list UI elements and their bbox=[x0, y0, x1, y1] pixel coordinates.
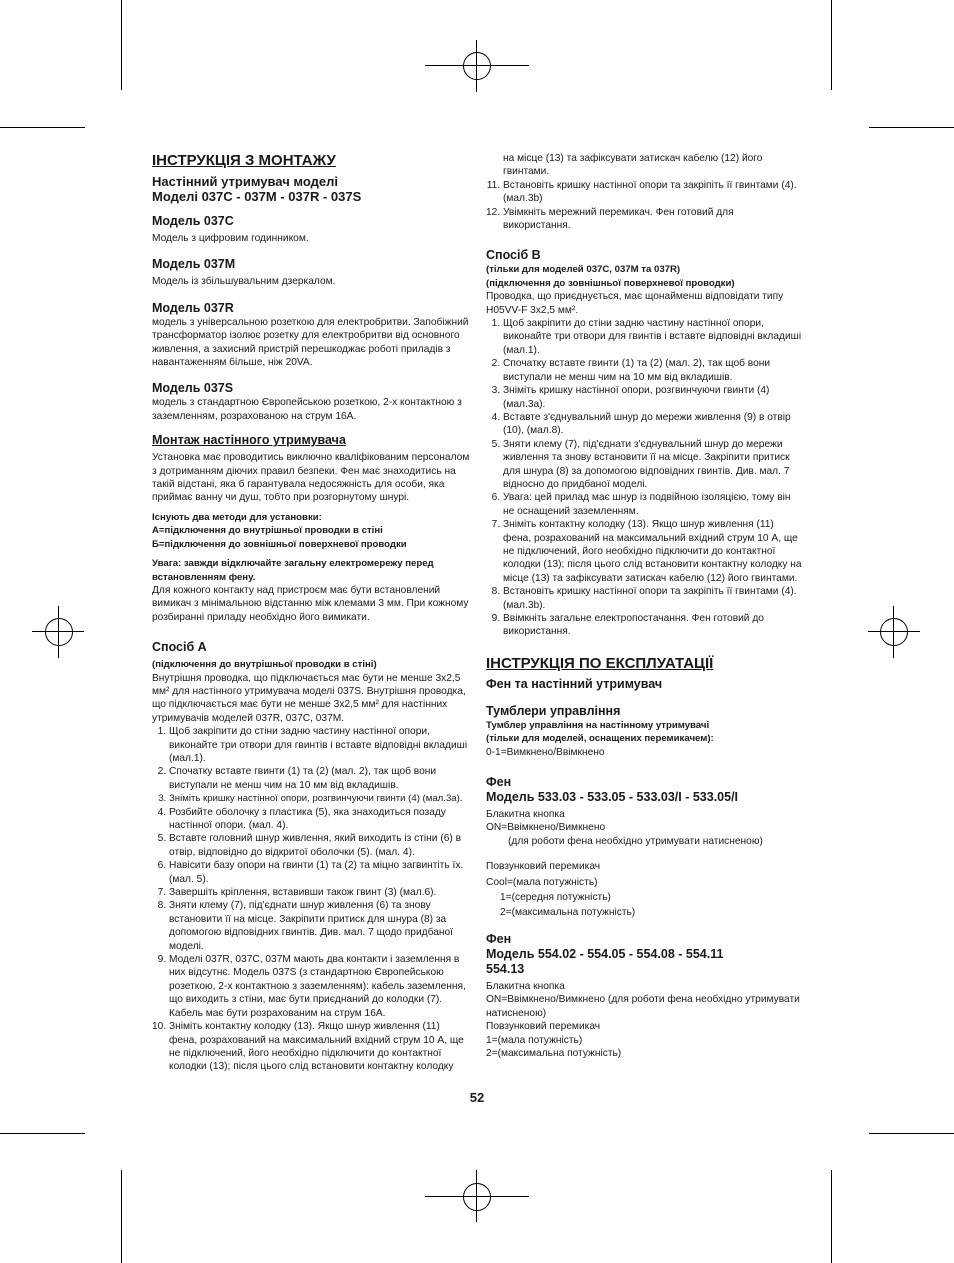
crop-mark bbox=[869, 1133, 954, 1134]
left-column bbox=[152, 152, 470, 1074]
reg-line bbox=[425, 1196, 529, 1197]
list-item: 10. Зніміть контактну колодку (13). Якщо шнур живлення (11) фена, розрахований на максимальний вхідний струм 10 А, ще не підключений, його необхідно підключити до контактної колодки (13); після цього слід встановити контактну колодку bbox=[169, 1020, 470, 1074]
switches-heading: Тумблери управління bbox=[486, 703, 621, 718]
list-item: 2. Спочатку вставте гвинти (1) та (2) (мал. 2), так щоб вони виступали не менш чим на 10 мм від вкладишів. bbox=[169, 765, 470, 792]
model-heading: Модель 037M bbox=[152, 257, 236, 272]
switches-note: (тільки для моделей, оснащених перемикачем): bbox=[486, 733, 714, 745]
registration-mark-icon bbox=[463, 1183, 491, 1211]
model-heading: Модель 037S bbox=[152, 381, 234, 396]
dryer-text: Блакитна кнопка bbox=[486, 980, 565, 992]
subtitle-models: Моделі 037С - 037M - 037R - 037S bbox=[152, 189, 362, 204]
model-heading: Модель 037С bbox=[152, 214, 234, 228]
model-description: Модель з цифровим годинником. bbox=[152, 233, 309, 244]
list-item: 4. Розбийте оболочку з пластика (5), яка знаходиться позаду настінної опори. (мал. 4). bbox=[169, 806, 470, 833]
method-a-sub: (підключення до внутрішньої проводки в стіні) bbox=[152, 659, 377, 671]
methods-note: Існують два методи для установки: bbox=[152, 511, 322, 523]
list-item: 6. Увага: цей прилад має шнур із подвійною ізоляцією, тому він не оснащений заземленням. bbox=[503, 491, 804, 518]
model-heading: Модель 037R bbox=[152, 300, 234, 315]
dryer-text: (для роботи фена необхідно утримувати натисненою) bbox=[508, 835, 763, 847]
page-number: 52 bbox=[469, 1090, 485, 1105]
dryer-model-heading: Модель 533.03 - 533.05 - 533.03/I - 533.05/I bbox=[486, 790, 739, 805]
mount-text: Установка має проводитись виключно кваліфікованим персоналом з дотриманням діючих правил безпеки. Фен має знаходитись на такій відстані, яка б гарантувала недосяжність для особи, яка приймає ванну чи душ, тобто при розгорнутому шнурі. bbox=[152, 452, 470, 504]
method-a-steps bbox=[152, 725, 470, 1074]
continued-text: на місце (13) та зафіксувати затискач кабелю (12) його гвинтами. bbox=[503, 153, 763, 178]
crop-mark bbox=[121, 0, 122, 90]
continued-steps bbox=[486, 179, 804, 233]
methods-note: Б=підключення до зовнішньої поверхневої проводки bbox=[152, 538, 407, 550]
method-b-text: Проводка, що приєднується, має щонайменш відповідати типу H05VV-F 3x2,5 мм². bbox=[486, 291, 784, 316]
list-item: 7. Зніміть контактну колодку (13). Якщо шнур живлення (11) фена, розрахований на максимальний вхідний струм 10 А, ще не підключений, його необхідно підключити до контактної колодки (13); після цього слід встановити контактну колодку на місце (13) та зафіксувати затискач кабелю (12) його гвинтами. bbox=[503, 518, 804, 585]
list-item: 5. Зняти клему (7), під'єднати з'єднувальний шнур до мережи живлення та знову встановити її на місце. Закріпити притиск для шнура (8) за допомогою відповідних гвинтів. Див. мал. 7 відносно до придбаної моделі. bbox=[503, 438, 804, 492]
installation-title: ІНСТРУКЦІЯ З МОНТАЖУ bbox=[152, 152, 336, 169]
crop-mark bbox=[121, 1170, 122, 1263]
dryer-heading: Фен bbox=[486, 775, 512, 790]
operation-subtitle: Фен та настінний утримувач bbox=[486, 676, 663, 691]
model-description: модель з стандартною Європейською розеткою, 2-х контактною з заземленням, розрахованою на струм 16A. bbox=[152, 397, 462, 422]
dryer-text: Повзунковий перемикач bbox=[486, 861, 601, 873]
list-item: 9. Ввімкніть загальне електропостачання. Фен готовий до використання. bbox=[503, 612, 804, 639]
mount-heading: Монтаж настінного утримувача bbox=[152, 433, 346, 448]
reg-line bbox=[476, 40, 477, 92]
method-b-sub: (підключення до зовнішньої поверхневої проводки) bbox=[486, 277, 735, 289]
list-item: 9. Моделі 037R, 037C, 037M мають два контакти і заземлення в них відсутнє. Модель 037S (з стандартною Європейською розеткою, 2-х контактною з заземленням): кабель заземлення, що виходить з стіни, має бути приєднаний до колодки (7). Кабель має бути розрахованим на струм 16A. bbox=[169, 953, 470, 1020]
reg-line bbox=[893, 606, 894, 658]
dryer-text: Блакитна кнопка bbox=[486, 809, 565, 821]
dryer-text: Повзунковий перемикач bbox=[486, 1021, 601, 1033]
dryer-model-heading: 554.13 bbox=[486, 961, 525, 976]
dryer-heading: Фен bbox=[486, 931, 512, 946]
list-item: 1. Щоб закріпити до стіни задню частину настінної опори, виконайте три отвори для гвинтів і вставте відповідні вкладиші (мал.1). bbox=[169, 725, 470, 765]
method-b-heading: Спосіб B bbox=[486, 248, 541, 263]
method-b-steps bbox=[486, 317, 804, 639]
list-item: 12. Увімкніть мережний перемикач. Фен готовий для використання. bbox=[503, 206, 804, 233]
registration-mark-icon bbox=[463, 52, 491, 80]
reg-line bbox=[868, 631, 920, 632]
crop-mark bbox=[0, 1133, 85, 1134]
list-item: 2. Спочатку вставте гвинти (1) та (2) (мал. 2), так щоб вони виступали не менш чим на 10 мм від вкладишів. bbox=[503, 357, 804, 384]
list-item: 1. Щоб закріпити до стіни задню частину настінної опори, виконайте три отвори для гвинтів і вставте відповідні вкладиші (мал.1). bbox=[503, 317, 804, 357]
method-a-heading: Спосіб А bbox=[152, 640, 207, 655]
switches-note: Тумблер управління на настінному утримувачі bbox=[486, 719, 710, 731]
right-column bbox=[486, 152, 804, 1060]
dryer-text: Cool=(мала потужність) bbox=[486, 876, 598, 888]
registration-mark-icon bbox=[45, 618, 73, 646]
dryer-text: 2=(максимальна потужність) bbox=[500, 907, 636, 919]
list-item: 11. Встановіть кришку настінної опори та закріпіть її гвинтами (4). (мал.3b) bbox=[503, 179, 804, 206]
model-description: Модель із збільшувальним дзеркалом. bbox=[152, 276, 336, 288]
warning-text: Для кожного контакту над пристроєм має бути встановлений вимикач з мінімальною відстанню між клемами 3 мм. При кожному розбиранні приладу необхідно його вимикати. bbox=[152, 584, 469, 623]
dryer-text: 1=(мала потужність) bbox=[486, 1034, 583, 1046]
subtitle: Настінний утримувач моделі bbox=[152, 174, 338, 189]
operation-title: ІНСТРУКЦІЯ ПО ЕКСПЛУАТАЦІЇ bbox=[486, 654, 714, 672]
list-item: 6. Навісити базу опори на гвинти (1) та (2) та міцно загвинтіть їх. (мал. 5). bbox=[169, 859, 470, 886]
reg-line bbox=[425, 65, 529, 66]
list-item: 8. Зняти клему (7), під'єднати шнур живлення (6) та знову встановити її на місце. Закріпити притиск для шнура (8) за допомогою відповідних гвинтів. Див. мал. 7 щодо придбаної моделі. bbox=[169, 899, 470, 953]
dryer-text: 2=(максимальна потужність) bbox=[486, 1047, 622, 1059]
warning-note: Увага: завжди відключайте загальну електромережу перед встановленням фену. bbox=[152, 558, 434, 583]
crop-mark bbox=[831, 0, 832, 90]
method-b-sub: (тільки для моделей 037C, 037M та 037R) bbox=[486, 264, 681, 276]
list-item: 7. Завершіть кріплення, вставивши також гвинт (3) (мал.6). bbox=[169, 886, 470, 899]
switches-text: 0-1=Вимкнено/Ввімкнено bbox=[486, 746, 605, 758]
list-item: 3. Зніміть кришку настінної опори, розгвинчуючи гвинти (4) (мал.3a). bbox=[503, 384, 804, 411]
reg-line bbox=[58, 606, 59, 658]
list-item: 8. Встановіть кришку настінної опори та закріпіть її гвинтами (4). (мал.3b). bbox=[503, 585, 804, 612]
crop-mark bbox=[0, 127, 85, 128]
list-item: 5. Вставте головний шнур живлення, який виходить із стіни (6) в отвір, відповідно до відкритої оболочки (5). (мал. 4). bbox=[169, 832, 470, 859]
list-item: 4. Вставте з'єднувальний шнур до мережи живлення (9) в отвір (10), (мал.8). bbox=[503, 411, 804, 438]
list-item: 3. Зніміть кришку настінної опори, розгвинчуючи гвинти (4) (мал.3a). bbox=[169, 792, 470, 805]
method-a-text: Внутрішня проводка, що підключається має бути не менше 3х2,5 мм² для настінного утримувача моделі 037S. Внутрішня проводка, що підключається має бути не менше 3х2,5 мм² для настінних утримувачів моделей 037R, 037C, 037M. bbox=[152, 672, 466, 724]
crop-mark bbox=[831, 1170, 832, 1263]
dryer-text: ON=Ввімкнено/Вимкнено bbox=[486, 822, 606, 834]
registration-mark-icon bbox=[880, 618, 908, 646]
reg-line bbox=[476, 1170, 477, 1222]
dryer-text: 1=(середня потужність) bbox=[500, 892, 611, 904]
methods-note: A=підключення до внутрішньої проводки в стіні bbox=[152, 525, 383, 537]
model-description: модель з універсальною розеткою для електробритви. Запобіжний трансформатор ізолює розетку для електробритви від основного живлення, а захисний пристрій перешкоджає роботі приладів з навантаженням більше, ніж 20VA. bbox=[152, 316, 469, 369]
dryer-text: ON=Ввімкнено/Вимкнено (для роботи фена необхідно утримувати натисненою) bbox=[486, 994, 800, 1019]
crop-mark bbox=[869, 127, 954, 128]
dryer-model-heading: Модель 554.02 - 554.05 - 554.08 - 554.11 bbox=[486, 946, 724, 961]
